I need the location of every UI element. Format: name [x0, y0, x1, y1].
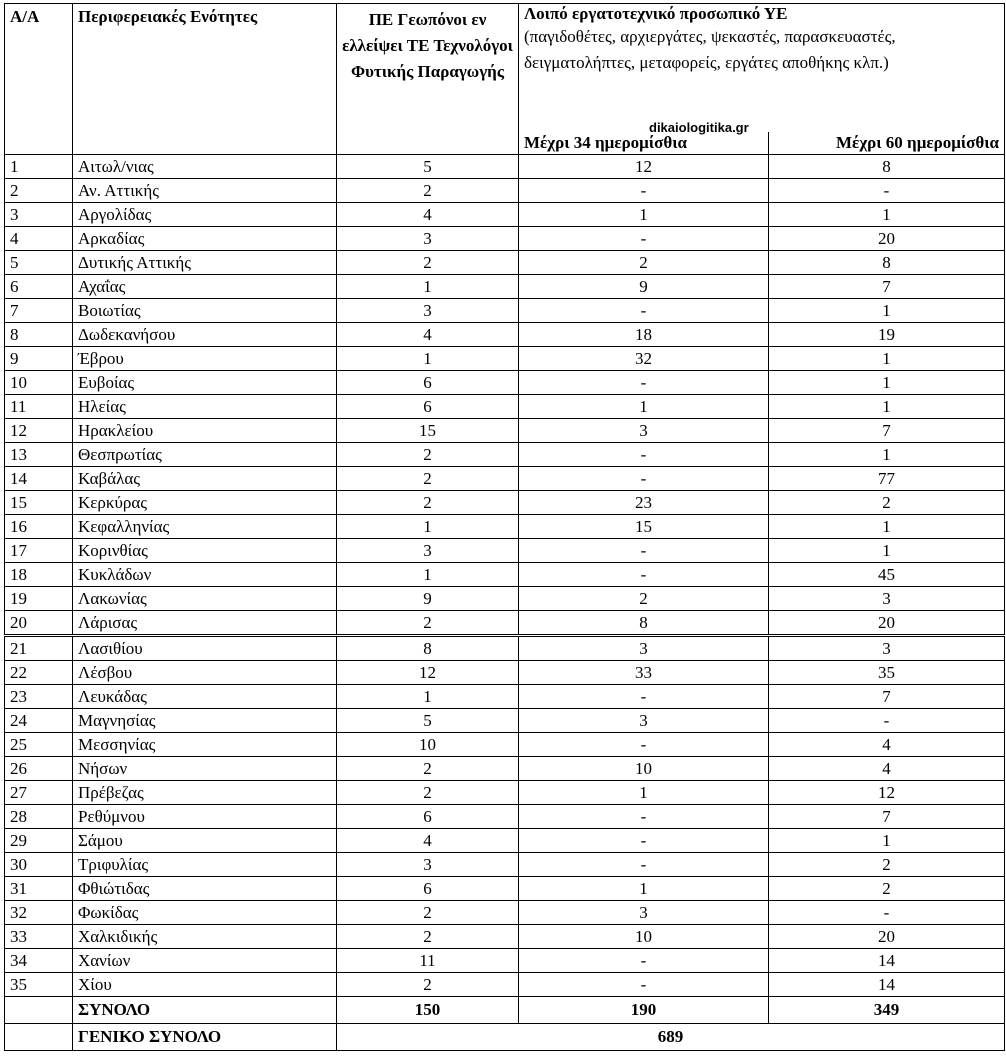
- header-agronomists: ΠΕ Γεωπόνοι εν ελλείψει ΤΕ Τεχνολόγοι Φυτικής Παραγωγής: [337, 4, 519, 155]
- row-number: 35: [5, 973, 73, 997]
- row-number: 9: [5, 347, 73, 371]
- staff-60-days: 19: [769, 323, 1005, 347]
- staff-60-days: 12: [769, 781, 1005, 805]
- agronomists-count: 2: [337, 251, 519, 275]
- region-name: Αρκαδίας: [73, 227, 337, 251]
- region-name: Ευβοίας: [73, 371, 337, 395]
- staff-60-days: 20: [769, 611, 1005, 636]
- table-row: [5, 661, 1005, 685]
- staff-34-days: 9: [519, 275, 769, 299]
- row-number: 2: [5, 179, 73, 203]
- region-name: Καβάλας: [73, 467, 337, 491]
- row-number: 8: [5, 323, 73, 347]
- region-name: Κερκύρας: [73, 491, 337, 515]
- table-body: [5, 155, 1005, 997]
- region-name: Ηλείας: [73, 395, 337, 419]
- table-row: [5, 805, 1005, 829]
- region-name: Λέσβου: [73, 661, 337, 685]
- region-name: Αργολίδας: [73, 203, 337, 227]
- table-row: [5, 491, 1005, 515]
- agronomists-count: 12: [337, 661, 519, 685]
- region-name: Λασιθίου: [73, 636, 337, 661]
- region-name: Κυκλάδων: [73, 563, 337, 587]
- agronomists-count: 1: [337, 563, 519, 587]
- staff-34-days: 10: [519, 757, 769, 781]
- row-number: 18: [5, 563, 73, 587]
- table-row: [5, 203, 1005, 227]
- table-row: [5, 347, 1005, 371]
- staff-34-days: 1: [519, 395, 769, 419]
- agronomists-count: 1: [337, 515, 519, 539]
- staff-34-days: 33: [519, 661, 769, 685]
- region-name: Χαλκιδικής: [73, 925, 337, 949]
- row-number: 32: [5, 901, 73, 925]
- staff-34-days: -: [519, 853, 769, 877]
- staff-60-days: 20: [769, 925, 1005, 949]
- staff-60-days: 7: [769, 685, 1005, 709]
- table-row: [5, 925, 1005, 949]
- agronomists-count: 9: [337, 587, 519, 611]
- row-number: 20: [5, 611, 73, 636]
- subheader-34-days: Μέχρι 34 ημερομίσθια: [519, 132, 769, 154]
- agronomists-count: 4: [337, 323, 519, 347]
- region-name: Αχαΐας: [73, 275, 337, 299]
- staff-60-days: 2: [769, 853, 1005, 877]
- region-name: Κορινθίας: [73, 539, 337, 563]
- staff-34-days: 2: [519, 251, 769, 275]
- staff-34-days: -: [519, 949, 769, 973]
- total-label: ΣΥΝΟΛΟ: [73, 997, 337, 1024]
- staff-34-days: -: [519, 371, 769, 395]
- region-name: Βοιωτίας: [73, 299, 337, 323]
- region-name: Μεσσηνίας: [73, 733, 337, 757]
- total-row: [5, 997, 1005, 1024]
- table-row: [5, 611, 1005, 636]
- table-row: [5, 781, 1005, 805]
- row-number: 27: [5, 781, 73, 805]
- watermark: dikaiologitika.gr: [649, 120, 749, 135]
- table-row: [5, 443, 1005, 467]
- agronomists-count: 8: [337, 636, 519, 661]
- staff-60-days: 1: [769, 443, 1005, 467]
- agronomists-count: 4: [337, 829, 519, 853]
- table-row: [5, 949, 1005, 973]
- region-name: Ρεθύμνου: [73, 805, 337, 829]
- agronomists-count: 2: [337, 611, 519, 636]
- agronomists-count: 2: [337, 757, 519, 781]
- staff-34-days: 10: [519, 925, 769, 949]
- table-row: [5, 419, 1005, 443]
- region-name: Έβρου: [73, 347, 337, 371]
- table-row: [5, 901, 1005, 925]
- table-row: [5, 227, 1005, 251]
- total-34-days: 190: [519, 997, 769, 1024]
- table-row: [5, 275, 1005, 299]
- staff-60-days: 77: [769, 467, 1005, 491]
- staff-60-days: 3: [769, 587, 1005, 611]
- staff-60-days: 1: [769, 539, 1005, 563]
- subheader-row: [519, 132, 1004, 154]
- agronomists-count: 4: [337, 203, 519, 227]
- agronomists-count: 6: [337, 395, 519, 419]
- grand-total-row: [5, 1024, 1005, 1051]
- table-row: [5, 155, 1005, 179]
- agronomists-count: 5: [337, 709, 519, 733]
- staff-34-days: -: [519, 227, 769, 251]
- row-number: 34: [5, 949, 73, 973]
- row-number: 6: [5, 275, 73, 299]
- staff-34-days: 15: [519, 515, 769, 539]
- staff-34-days: -: [519, 829, 769, 853]
- row-number: 29: [5, 829, 73, 853]
- staff-34-days: 8: [519, 611, 769, 636]
- staff-34-days: -: [519, 467, 769, 491]
- agronomists-count: 15: [337, 419, 519, 443]
- staff-34-days: -: [519, 179, 769, 203]
- table-row: [5, 757, 1005, 781]
- region-name: Τριφυλίας: [73, 853, 337, 877]
- header-other-staff: [519, 4, 1005, 155]
- header-region: Περιφερειακές Ενότητες: [73, 4, 337, 155]
- staff-60-days: 8: [769, 155, 1005, 179]
- staff-34-days: 1: [519, 781, 769, 805]
- staff-34-days: 32: [519, 347, 769, 371]
- staff-60-days: 7: [769, 275, 1005, 299]
- agronomists-count: 6: [337, 877, 519, 901]
- staff-60-days: 4: [769, 733, 1005, 757]
- region-name: Φωκίδας: [73, 901, 337, 925]
- agronomists-count: 3: [337, 539, 519, 563]
- agronomists-count: 6: [337, 805, 519, 829]
- staff-60-days: 2: [769, 877, 1005, 901]
- staff-34-days: 18: [519, 323, 769, 347]
- region-name: Λάρισας: [73, 611, 337, 636]
- table-row: [5, 587, 1005, 611]
- row-number: 1: [5, 155, 73, 179]
- table-row: [5, 515, 1005, 539]
- grand-total-label: ΓΕΝΙΚΟ ΣΥΝΟΛΟ: [73, 1024, 337, 1051]
- staff-34-days: 3: [519, 636, 769, 661]
- row-number: 19: [5, 587, 73, 611]
- staff-34-days: 12: [519, 155, 769, 179]
- header-other-description: (παγιδοθέτες, αρχιεργάτες, ψεκαστές, παρασκευαστές, δειγματολήπτες, μεταφορείς, εργάτες αποθήκης κλπ.): [524, 27, 896, 72]
- row-number: 11: [5, 395, 73, 419]
- staff-60-days: -: [769, 709, 1005, 733]
- row-number: 28: [5, 805, 73, 829]
- table-row: [5, 853, 1005, 877]
- header-aa: Α/Α: [5, 4, 73, 155]
- staff-34-days: 2: [519, 587, 769, 611]
- table-row: [5, 877, 1005, 901]
- staff-60-days: 1: [769, 395, 1005, 419]
- staff-34-days: -: [519, 733, 769, 757]
- staff-60-days: 4: [769, 757, 1005, 781]
- staff-34-days: -: [519, 973, 769, 997]
- table-row: [5, 251, 1005, 275]
- agronomists-count: 5: [337, 155, 519, 179]
- region-name: Χανίων: [73, 949, 337, 973]
- row-number: 15: [5, 491, 73, 515]
- region-name: Αν. Αττικής: [73, 179, 337, 203]
- region-name: Λακωνίας: [73, 587, 337, 611]
- staff-60-days: 1: [769, 203, 1005, 227]
- grand-total-aa-cell: [5, 1024, 73, 1051]
- staff-34-days: 3: [519, 901, 769, 925]
- staff-60-days: -: [769, 901, 1005, 925]
- table-row: [5, 179, 1005, 203]
- staff-34-days: -: [519, 805, 769, 829]
- row-number: 12: [5, 419, 73, 443]
- region-name: Ηρακλείου: [73, 419, 337, 443]
- table-row: [5, 685, 1005, 709]
- region-name: Θεσπρωτίας: [73, 443, 337, 467]
- region-name: Σάμου: [73, 829, 337, 853]
- staff-34-days: -: [519, 443, 769, 467]
- table-row: [5, 973, 1005, 997]
- agronomists-count: 3: [337, 853, 519, 877]
- table-row: [5, 733, 1005, 757]
- staff-60-days: -: [769, 179, 1005, 203]
- total-60-days: 349: [769, 997, 1005, 1024]
- staff-34-days: 1: [519, 877, 769, 901]
- staff-60-days: 1: [769, 371, 1005, 395]
- table-row: [5, 563, 1005, 587]
- agronomists-count: 2: [337, 901, 519, 925]
- agronomists-count: 2: [337, 443, 519, 467]
- region-name: Χίου: [73, 973, 337, 997]
- region-name: Δωδεκανήσου: [73, 323, 337, 347]
- staff-60-days: 1: [769, 515, 1005, 539]
- region-name: Πρέβεζας: [73, 781, 337, 805]
- row-number: 5: [5, 251, 73, 275]
- staff-60-days: 45: [769, 563, 1005, 587]
- row-number: 7: [5, 299, 73, 323]
- region-name: Νήσων: [73, 757, 337, 781]
- agronomists-count: 2: [337, 179, 519, 203]
- region-name: Μαγνησίας: [73, 709, 337, 733]
- region-name: Φθιώτιδας: [73, 877, 337, 901]
- staff-60-days: 2: [769, 491, 1005, 515]
- staff-table: [4, 3, 1005, 1051]
- region-name: Αιτωλ/νιας: [73, 155, 337, 179]
- table-row: [5, 323, 1005, 347]
- table-row: [5, 467, 1005, 491]
- staff-60-days: 35: [769, 661, 1005, 685]
- staff-34-days: 1: [519, 203, 769, 227]
- agronomists-count: 11: [337, 949, 519, 973]
- header-other-title: Λοιπό εργατοτεχνικό προσωπικό ΥΕ: [524, 4, 788, 23]
- row-number: 13: [5, 443, 73, 467]
- row-number: 26: [5, 757, 73, 781]
- subheader-60-days: Μέχρι 60 ημερομίσθια: [836, 133, 999, 152]
- staff-60-days: 1: [769, 347, 1005, 371]
- table-row: [5, 636, 1005, 661]
- total-agronomists: 150: [337, 997, 519, 1024]
- table-row: [5, 539, 1005, 563]
- agronomists-count: 2: [337, 973, 519, 997]
- agronomists-count: 2: [337, 467, 519, 491]
- staff-34-days: -: [519, 539, 769, 563]
- grand-total-value: 689: [337, 1024, 1005, 1051]
- row-number: 10: [5, 371, 73, 395]
- staff-60-days: 3: [769, 636, 1005, 661]
- row-number: 24: [5, 709, 73, 733]
- staff-60-days: 14: [769, 973, 1005, 997]
- staff-60-days: 7: [769, 419, 1005, 443]
- staff-34-days: -: [519, 685, 769, 709]
- row-number: 30: [5, 853, 73, 877]
- staff-34-days: -: [519, 563, 769, 587]
- table-row: [5, 829, 1005, 853]
- staff-60-days: 1: [769, 299, 1005, 323]
- table-row: [5, 709, 1005, 733]
- agronomists-count: 10: [337, 733, 519, 757]
- agronomists-count: 1: [337, 275, 519, 299]
- row-number: 3: [5, 203, 73, 227]
- table-row: [5, 299, 1005, 323]
- region-name: Δυτικής Αττικής: [73, 251, 337, 275]
- row-number: 23: [5, 685, 73, 709]
- row-number: 31: [5, 877, 73, 901]
- row-number: 17: [5, 539, 73, 563]
- total-aa-cell: [5, 997, 73, 1024]
- staff-60-days: 20: [769, 227, 1005, 251]
- row-number: 33: [5, 925, 73, 949]
- agronomists-count: 1: [337, 685, 519, 709]
- header-row: [5, 4, 1005, 155]
- agronomists-count: 2: [337, 925, 519, 949]
- row-number: 21: [5, 636, 73, 661]
- staff-60-days: 7: [769, 805, 1005, 829]
- staff-34-days: 3: [519, 709, 769, 733]
- staff-34-days: -: [519, 299, 769, 323]
- row-number: 22: [5, 661, 73, 685]
- agronomists-count: 3: [337, 299, 519, 323]
- table-row: [5, 395, 1005, 419]
- region-name: Κεφαλληνίας: [73, 515, 337, 539]
- agronomists-count: 2: [337, 491, 519, 515]
- staff-60-days: 1: [769, 829, 1005, 853]
- row-number: 14: [5, 467, 73, 491]
- staff-34-days: 23: [519, 491, 769, 515]
- agronomists-count: 1: [337, 347, 519, 371]
- table-row: [5, 371, 1005, 395]
- row-number: 25: [5, 733, 73, 757]
- staff-60-days: 14: [769, 949, 1005, 973]
- agronomists-count: 6: [337, 371, 519, 395]
- staff-60-days: 8: [769, 251, 1005, 275]
- agronomists-count: 3: [337, 227, 519, 251]
- region-name: Λευκάδας: [73, 685, 337, 709]
- staff-34-days: 3: [519, 419, 769, 443]
- agronomists-count: 2: [337, 781, 519, 805]
- row-number: 16: [5, 515, 73, 539]
- row-number: 4: [5, 227, 73, 251]
